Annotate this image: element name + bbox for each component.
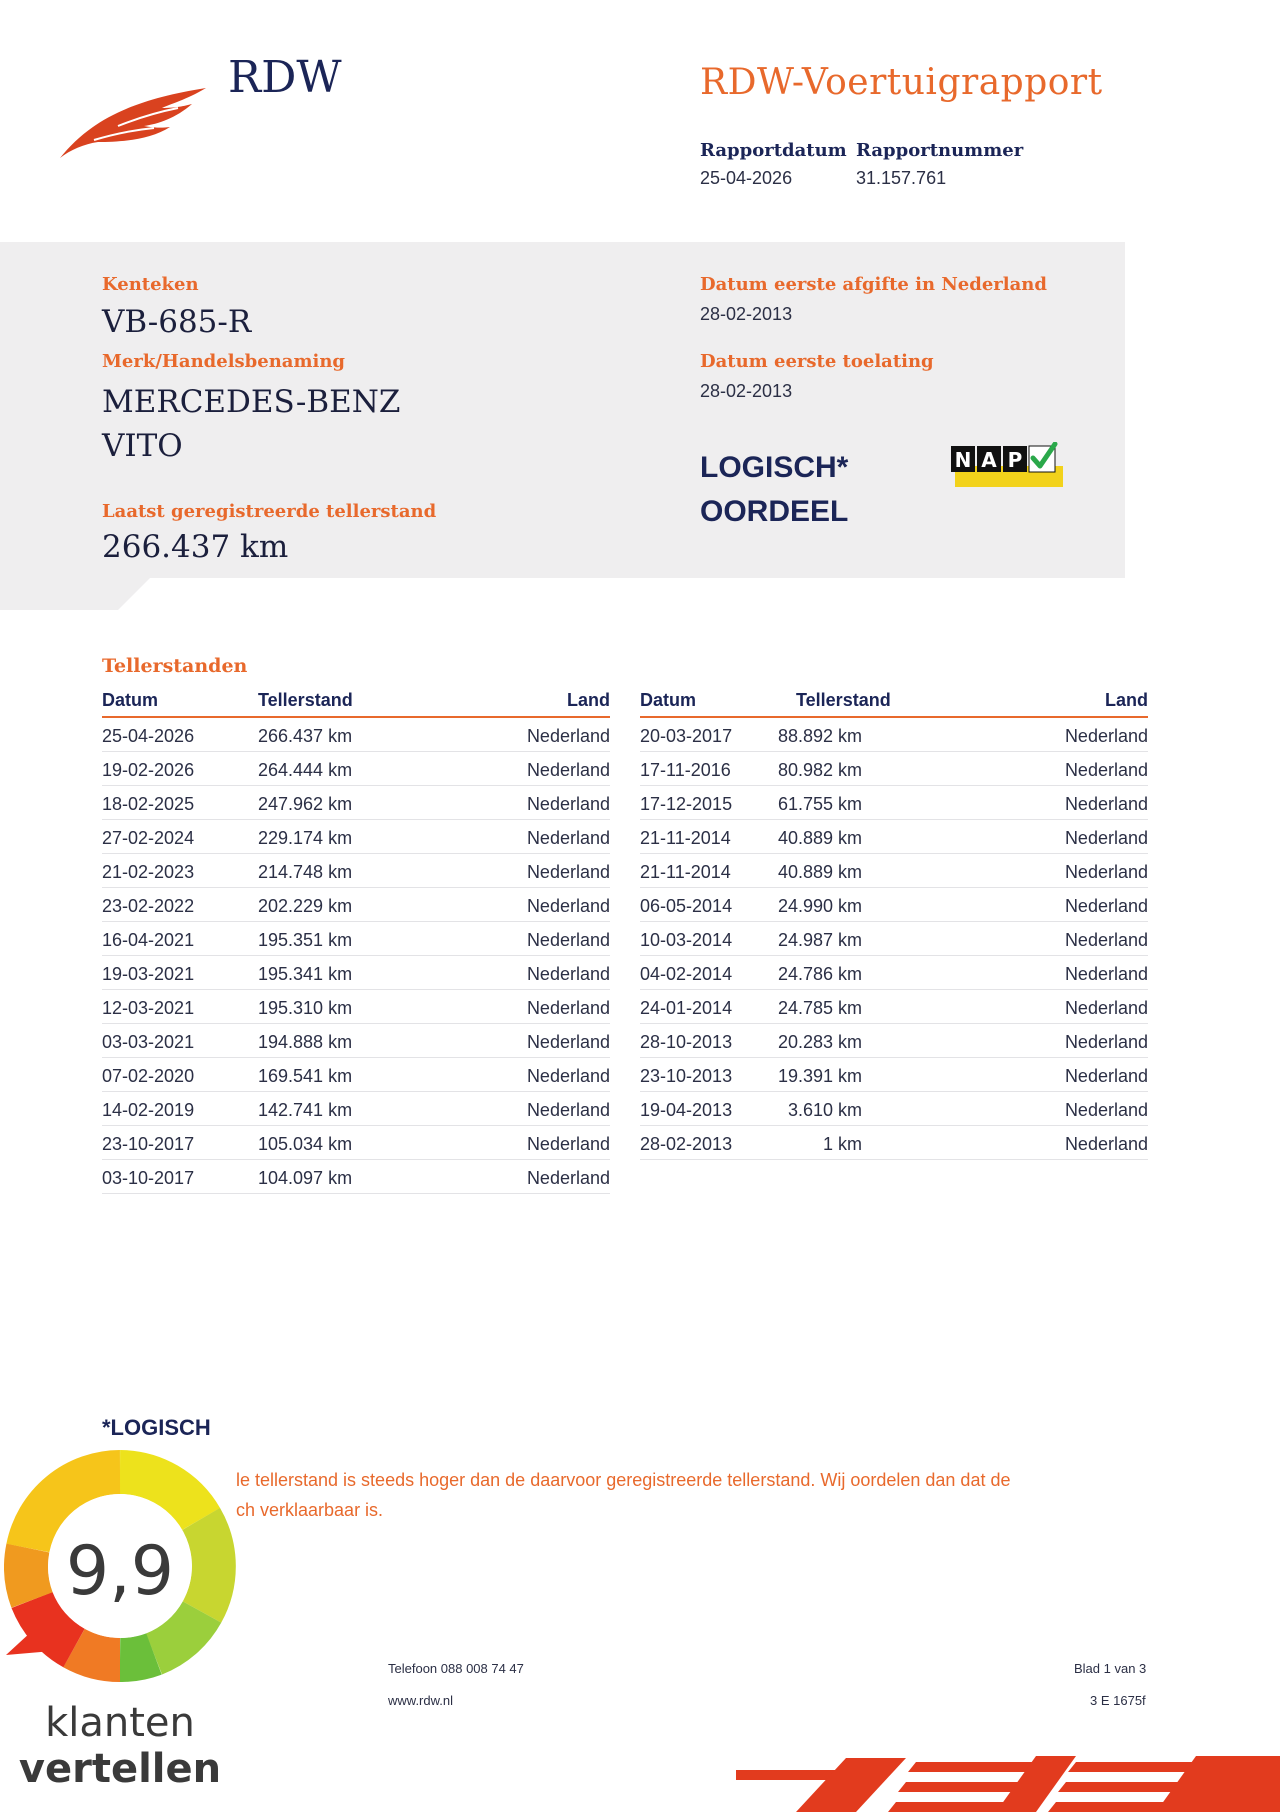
cell-date: 23-10-2013 xyxy=(640,1066,733,1086)
odometer-label: Laatst geregistreerde tellerstand xyxy=(102,501,437,522)
cell-odometer: 195.351 km xyxy=(258,930,353,950)
table-body xyxy=(640,718,1148,1160)
verdict-line-2: OORDEEL xyxy=(700,495,849,528)
cell-odometer: 202.229 km xyxy=(258,896,353,916)
panel-notch xyxy=(0,578,160,610)
cell-date: 17-12-2015 xyxy=(640,794,733,814)
cell-date: 21-02-2023 xyxy=(102,862,195,882)
report-date-value: 25-04-2026 xyxy=(700,168,793,188)
odometer-value: 266.437 km xyxy=(102,529,289,565)
footnote-title: *LOGISCH xyxy=(102,1415,211,1440)
cell-country: Nederland xyxy=(1064,1066,1148,1086)
readings-title: Tellerstanden xyxy=(102,655,248,677)
model-value: VITO xyxy=(102,428,183,464)
cell-odometer: 169.541 km xyxy=(258,1066,353,1086)
rating-caption-1: klanten xyxy=(45,1700,195,1746)
table-row xyxy=(640,888,1148,922)
make-value: MERCEDES-BENZ xyxy=(102,384,401,420)
cell-odometer: 40.889 km xyxy=(777,862,862,882)
cell-date: 19-02-2026 xyxy=(102,760,195,780)
cell-date: 28-10-2013 xyxy=(640,1032,733,1052)
cell-country: Nederland xyxy=(526,1066,610,1086)
table-row xyxy=(640,718,1148,752)
cell-country: Nederland xyxy=(1064,1134,1148,1154)
cell-date: 21-11-2014 xyxy=(640,828,731,848)
header-km: Tellerstand xyxy=(258,690,353,710)
cell-date: 23-02-2022 xyxy=(102,896,195,916)
table-row xyxy=(640,854,1148,888)
table-row xyxy=(640,956,1148,990)
table-row xyxy=(102,718,610,752)
table-header xyxy=(640,686,1148,718)
table-row xyxy=(102,956,610,990)
cell-date: 19-04-2013 xyxy=(640,1100,733,1120)
cell-country: Nederland xyxy=(1064,964,1148,984)
header-km: Tellerstand xyxy=(796,690,891,710)
table-row xyxy=(640,922,1148,956)
cell-odometer: 61.755 km xyxy=(777,794,862,814)
table-row xyxy=(102,1058,610,1092)
cell-odometer: 247.962 km xyxy=(258,794,353,814)
report-number-value: 31.157.761 xyxy=(856,168,947,188)
footer-code: 3 E 1675f xyxy=(1090,1693,1146,1708)
cell-date: 21-11-2014 xyxy=(640,862,731,882)
cell-country: Nederland xyxy=(526,964,610,984)
cell-odometer: 194.888 km xyxy=(258,1032,353,1052)
header-date: Datum xyxy=(102,690,159,710)
readings-table-left xyxy=(102,686,610,1194)
cell-odometer: 195.310 km xyxy=(258,998,353,1018)
first-issue-nl-value: 28-02-2013 xyxy=(700,304,793,324)
table-row xyxy=(102,1092,610,1126)
table-header xyxy=(102,686,610,718)
make-label: Merk/Handelsbenaming xyxy=(102,351,346,372)
cell-odometer: 3.610 km xyxy=(787,1100,862,1120)
cell-date: 17-11-2016 xyxy=(640,760,731,780)
readings-table-right xyxy=(640,686,1148,1160)
cell-country: Nederland xyxy=(1064,726,1148,746)
cell-date: 07-02-2020 xyxy=(102,1066,195,1086)
header-country: Land xyxy=(1105,690,1148,710)
cell-odometer: 142.741 km xyxy=(258,1100,353,1120)
table-row xyxy=(102,1160,610,1194)
cell-country: Nederland xyxy=(526,1134,610,1154)
cell-country: Nederland xyxy=(1064,862,1148,882)
cell-odometer: 104.097 km xyxy=(258,1168,353,1188)
table-row xyxy=(102,786,610,820)
header-date: Datum xyxy=(640,690,697,710)
report-date-label: Rapportdatum xyxy=(700,140,847,161)
table-row xyxy=(640,1092,1148,1126)
cell-odometer: 24.785 km xyxy=(777,998,862,1018)
cell-country: Nederland xyxy=(1064,998,1148,1018)
cell-date: 24-01-2014 xyxy=(640,998,733,1018)
table-row xyxy=(640,1058,1148,1092)
cell-country: Nederland xyxy=(526,1100,610,1120)
cell-odometer: 229.174 km xyxy=(258,828,353,848)
footer-phone: Telefoon 088 008 74 47 xyxy=(388,1661,524,1676)
cell-odometer: 80.982 km xyxy=(777,760,862,780)
cell-odometer: 88.892 km xyxy=(777,726,862,746)
cell-country: Nederland xyxy=(1064,828,1148,848)
cell-odometer: 19.391 km xyxy=(777,1066,862,1086)
cell-odometer: 195.341 km xyxy=(258,964,353,984)
cell-country: Nederland xyxy=(1064,896,1148,916)
footnote-line-1: le tellerstand is steeds hoger dan de daarvoor geregistreerde tellerstand. Wij oordelen dan dat de xyxy=(236,1470,1011,1490)
cell-odometer: 24.786 km xyxy=(777,964,862,984)
cell-date: 14-02-2019 xyxy=(102,1100,195,1120)
report-title: RDW-Voertuigrapport xyxy=(700,62,1103,103)
cell-date: 19-03-2021 xyxy=(102,964,195,984)
cell-country: Nederland xyxy=(526,794,610,814)
cell-date: 28-02-2013 xyxy=(640,1134,733,1154)
plate-label: Kenteken xyxy=(102,274,199,295)
cell-date: 27-02-2024 xyxy=(102,828,195,848)
cell-country: Nederland xyxy=(1064,1100,1148,1120)
table-row xyxy=(102,888,610,922)
cell-country: Nederland xyxy=(526,726,610,746)
table-row xyxy=(640,820,1148,854)
footer-website[interactable]: www.rdw.nl xyxy=(388,1693,454,1708)
verdict-line-1: LOGISCH* xyxy=(700,451,849,484)
cell-date: 16-04-2021 xyxy=(102,930,195,950)
cell-date: 03-03-2021 xyxy=(102,1032,195,1052)
table-row xyxy=(640,752,1148,786)
nap-letter-a: A xyxy=(981,448,997,472)
cell-country: Nederland xyxy=(526,760,610,780)
cell-country: Nederland xyxy=(526,1032,610,1052)
table-row xyxy=(102,752,610,786)
cell-odometer: 24.987 km xyxy=(777,930,862,950)
cell-odometer: 266.437 km xyxy=(258,726,353,746)
nap-letter-p: P xyxy=(1007,448,1023,472)
rating-score: 9,9 xyxy=(65,1532,175,1611)
cell-odometer: 264.444 km xyxy=(258,760,353,780)
nap-letter-n: N xyxy=(954,448,972,472)
table-body xyxy=(102,718,610,1194)
rdw-logo-icon xyxy=(58,78,208,160)
first-admission-value: 28-02-2013 xyxy=(700,381,793,401)
table-row xyxy=(640,990,1148,1024)
cell-odometer: 24.990 km xyxy=(777,896,862,916)
cell-date: 06-05-2014 xyxy=(640,896,733,916)
cell-date: 03-10-2017 xyxy=(102,1168,195,1188)
cell-date: 10-03-2014 xyxy=(640,930,733,950)
footer-stripes-icon xyxy=(736,1752,1280,1812)
table-row xyxy=(640,1024,1148,1058)
table-row xyxy=(102,820,610,854)
cell-date: 23-10-2017 xyxy=(102,1134,195,1154)
cell-country: Nederland xyxy=(526,862,610,882)
table-row xyxy=(102,1126,610,1160)
table-row xyxy=(102,1024,610,1058)
cell-country: Nederland xyxy=(526,930,610,950)
report-number-label: Rapportnummer xyxy=(856,140,1024,161)
cell-country: Nederland xyxy=(526,896,610,916)
table-row xyxy=(640,1126,1148,1160)
rating-caption-2: vertellen xyxy=(18,1746,222,1792)
cell-country: Nederland xyxy=(526,1168,610,1188)
cell-country: Nederland xyxy=(1064,930,1148,950)
cell-odometer: 105.034 km xyxy=(258,1134,353,1154)
brand-wordmark: RDW xyxy=(228,52,342,103)
cell-date: 25-04-2026 xyxy=(102,726,195,746)
cell-country: Nederland xyxy=(526,998,610,1018)
first-issue-nl-label: Datum eerste afgifte in Nederland xyxy=(700,274,1047,295)
cell-country: Nederland xyxy=(1064,760,1148,780)
first-admission-label: Datum eerste toelating xyxy=(700,351,934,372)
footer-page-number: Blad 1 van 3 xyxy=(1074,1661,1147,1676)
table-row xyxy=(102,922,610,956)
cell-odometer: 1 km xyxy=(822,1134,862,1154)
cell-country: Nederland xyxy=(526,828,610,848)
cell-odometer: 20.283 km xyxy=(777,1032,862,1052)
cell-country: Nederland xyxy=(1064,1032,1148,1052)
cell-date: 12-03-2021 xyxy=(102,998,195,1018)
plate-value: VB-685-R xyxy=(102,304,252,340)
nap-badge-icon xyxy=(951,442,1063,487)
cell-date: 18-02-2025 xyxy=(102,794,195,814)
table-row xyxy=(102,990,610,1024)
header-country: Land xyxy=(567,690,610,710)
cell-date: 04-02-2014 xyxy=(640,964,733,984)
table-row xyxy=(102,854,610,888)
table-row xyxy=(640,786,1148,820)
cell-date: 20-03-2017 xyxy=(640,726,733,746)
cell-country: Nederland xyxy=(1064,794,1148,814)
footnote-line-2: ch verklaarbaar is. xyxy=(236,1500,384,1520)
cell-odometer: 40.889 km xyxy=(777,828,862,848)
cell-odometer: 214.748 km xyxy=(258,862,353,882)
verdict xyxy=(700,446,848,534)
